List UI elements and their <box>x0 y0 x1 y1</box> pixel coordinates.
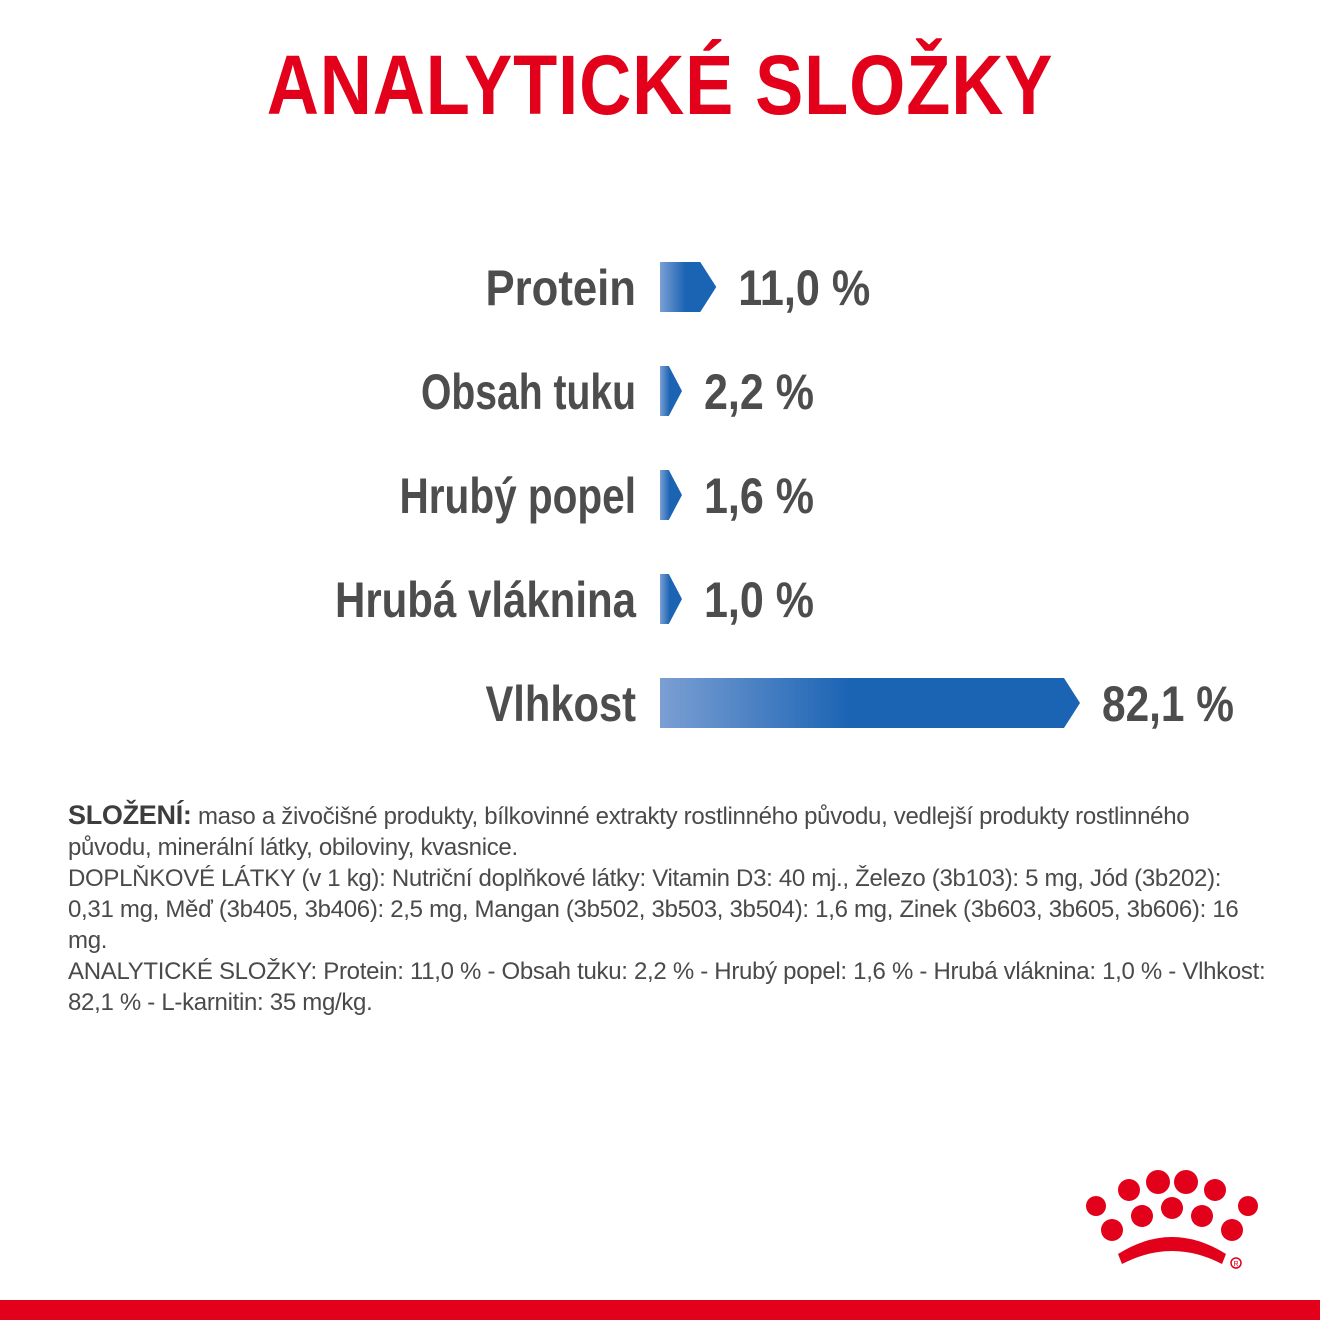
category-label: Hrubý popel <box>399 468 636 524</box>
composition-label: SLOŽENÍ: <box>68 800 192 830</box>
composition-text <box>68 800 1268 1018</box>
bar <box>660 366 682 416</box>
value-label: 2,2 % <box>704 364 814 420</box>
value-label: 1,6 % <box>704 468 814 524</box>
royal-canin-crown-icon <box>1082 1168 1262 1272</box>
category-label: Obsah tuku <box>421 364 636 420</box>
category-label: Hrubá vláknina <box>335 572 637 628</box>
value-label: 1,0 % <box>704 572 814 628</box>
bottom-accent-bar <box>0 1300 1320 1320</box>
category-label: Vlhkost <box>485 676 637 732</box>
bar <box>660 262 716 312</box>
bar <box>660 470 682 520</box>
bar <box>660 574 682 624</box>
additives-paragraph: DOPLŇKOVÉ LÁTKY (v 1 kg): Nutriční doplňkové látky: Vitamin D3: 40 mj., Železo (3b103): 5 mg, Jód (3b202): 0,31 mg, Měď (3b405, 3b406): 2,5 mg, Mangan (3b502, 3b503, 3b504): 1,6 mg, Zinek (3b603, 3b605, 3b606): 16 mg. <box>68 865 1239 954</box>
value-label: 11,0 % <box>738 260 871 316</box>
analytical-paragraph: ANALYTICKÉ SLOŽKY: Protein: 11,0 % - Obsah tuku: 2,2 % - Hrubý popel: 1,6 % - Hrubá vláknina: 1,0 % - Vlhkost: 82,1 % - L-karnitin: 35 mg/kg. <box>68 958 1266 1016</box>
category-label: Protein <box>485 260 636 316</box>
composition-ingredients: maso a živočišné produkty, bílkovinné extrakty rostlinného původu, vedlejší produkty rostlinného původu, minerální látky, obiloviny, kvasnice. <box>68 803 1190 861</box>
bar <box>660 678 1080 728</box>
page-title: ANALYTICKÉ SLOŽKY <box>266 38 1054 132</box>
svg-text:R: R <box>1233 1261 1239 1268</box>
composition-paragraph <box>68 800 1268 863</box>
nutrient-bar-chart <box>0 230 1320 750</box>
value-label: 82,1 % <box>1102 676 1234 732</box>
